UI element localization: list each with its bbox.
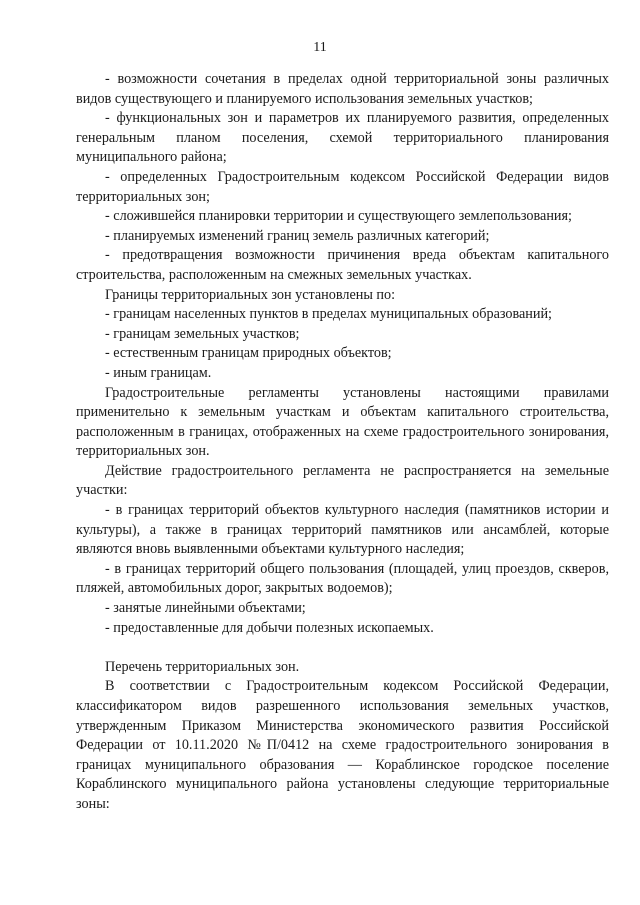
paragraph-10: - естественным границам природных объектов; <box>105 345 392 362</box>
paragraph-11: - иным границам. <box>105 364 212 381</box>
document-body <box>76 70 609 815</box>
paragraph-14: - в границах территорий объектов культурного наследия (памятников истории и культуры), а также в границах территорий памятников или ансамблей, которые являются вновь выявленными объектами культурного наследия; <box>76 502 609 558</box>
paragraph-4: - сложившейся планировки территории и существующего землепользования; <box>105 208 572 225</box>
paragraph-12: Градостроительные регламенты установлены настоящими правилами применительно к земельным участкам и объектам капитального строительства, расположенным в границах, отображенных на схеме градостроительного зонирования, территориальных зон. <box>76 384 609 460</box>
paragraph-15: - в границах территорий общего пользования (площадей, улиц проездов, скверов, пляжей, автомобильных дорог, закрытых водоемов); <box>76 560 609 597</box>
paragraph-17: - предоставленные для добычи полезных ископаемых. <box>105 619 434 636</box>
paragraph-6: - предотвращения возможности причинения вреда объектам капитального строительства, расположенным на смежных земельных участках. <box>76 247 609 283</box>
paragraph-19: В соответствии с Градостроительным кодексом Российской Федерации, классификатором видов разрешенного использования земельных участков, утвержденным Приказом Министерства экономического развития Российской Федерации от 10.11.2020 №П/0412 на схеме градостроительного зонирования в границах муниципального образования — Кораблинское городское поселение Кораблинского муниципального района установлены следующие территориальные зоны: <box>76 678 609 812</box>
paragraph-9: - границам земельных участков; <box>105 325 300 342</box>
paragraph-3: - определенных Градостроительным кодексом Российской Федерации видов территориальных зон; <box>76 168 609 205</box>
paragraph-2: - функциональных зон и параметров их планируемого развития, определенных генеральным планом поселения, схемой территориального планирования муниципального района; <box>76 110 609 166</box>
paragraph-7: Границы территориальных зон установлены по: <box>105 286 396 303</box>
page-number: 11 <box>313 40 327 55</box>
paragraph-16: - занятые линейными объектами; <box>105 600 306 617</box>
paragraph-8: - границам населенных пунктов в пределах муниципальных образований; <box>105 306 553 323</box>
paragraph-5: - планируемых изменений границ земель различных категорий; <box>105 227 490 244</box>
paragraph-13: Действие градостроительного регламента не распространяется на земельные участки: <box>76 462 609 499</box>
section-heading: Перечень территориальных зон. <box>105 658 300 675</box>
paragraph-1: - возможности сочетания в пределах одной территориальной зоны различных видов существующего и планируемого использования земельных участков; <box>76 71 609 107</box>
